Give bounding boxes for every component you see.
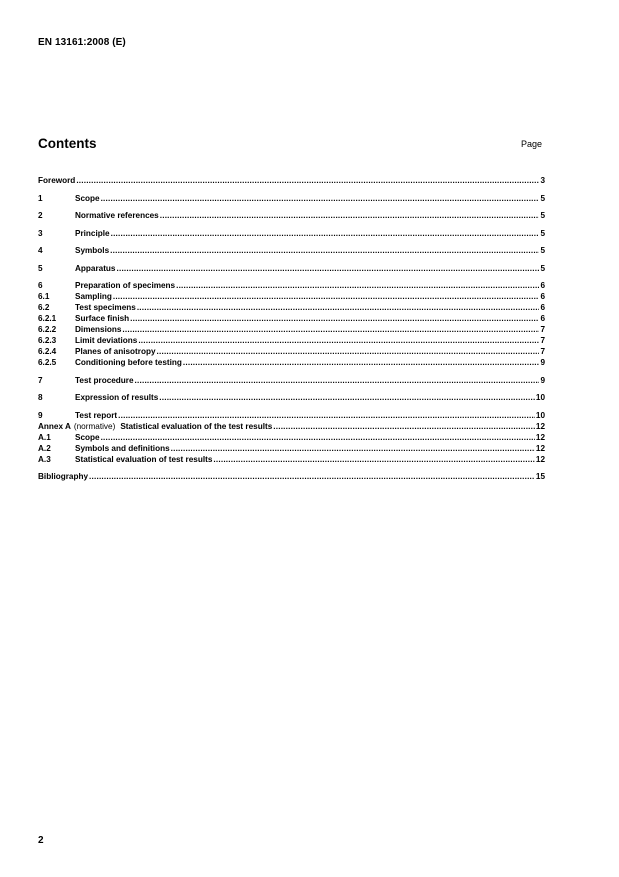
toc-leader	[118, 410, 535, 421]
toc-entry-title: Foreword	[38, 176, 76, 185]
toc-leader	[130, 313, 539, 324]
toc-entry-title: Scope	[75, 193, 100, 203]
toc-entry-number: 9	[38, 410, 43, 420]
toc-entry-title: Test procedure	[75, 375, 134, 385]
table-of-contents	[38, 175, 545, 482]
toc-entry-title: Symbols	[75, 246, 110, 255]
toc-leader	[159, 392, 535, 403]
toc-entry-number: 3	[38, 228, 43, 238]
toc-entry-title: Planes of anisotropy	[75, 347, 156, 356]
toc-entry-foreword[interactable]	[38, 175, 545, 186]
toc-entry-7[interactable]	[38, 375, 545, 386]
toc-entry-number: 6	[38, 281, 43, 290]
toc-entry-page: 6	[540, 303, 545, 312]
toc-entry-number: 6.2	[38, 303, 50, 312]
toc-entry-page: 10	[535, 410, 545, 420]
toc-leader	[76, 175, 539, 186]
toc-entry-title: Limit deviations	[75, 336, 138, 345]
toc-leader	[138, 335, 539, 346]
toc-entry-6-2-5[interactable]	[38, 357, 545, 368]
toc-entry-title: Statistical evaluation of the test results	[120, 421, 273, 431]
toc-entry-page: 15	[535, 472, 545, 481]
toc-entry-number: 6.2.3	[38, 336, 57, 345]
toc-leader	[110, 245, 539, 256]
toc-entry-title: Apparatus	[75, 263, 116, 273]
toc-annex-normative: (normative)	[73, 421, 116, 431]
toc-entry-6-1[interactable]	[38, 291, 545, 302]
toc-entry-8[interactable]	[38, 392, 545, 403]
toc-entry-title: Test specimens	[75, 303, 136, 312]
toc-entry-page: 6	[540, 292, 545, 301]
toc-entry-title: Conditioning before testing	[75, 358, 182, 367]
toc-entry-title: Dimensions	[75, 325, 122, 334]
toc-leader	[122, 324, 539, 335]
toc-entry-6[interactable]	[38, 280, 545, 291]
toc-entry-title: Normative references	[75, 211, 159, 220]
toc-entry-number: 6.2.2	[38, 325, 57, 334]
toc-entry-number: A.3	[38, 454, 51, 464]
toc-entry-6-2[interactable]	[38, 302, 545, 313]
toc-entry-number: 6.2.5	[38, 358, 57, 367]
toc-entry-9[interactable]	[38, 410, 545, 421]
toc-entry-page: 12	[535, 432, 545, 442]
toc-annex-number: Annex A	[38, 421, 71, 431]
toc-entry-number: 1	[38, 193, 43, 203]
toc-leader	[213, 454, 534, 465]
toc-entry-a-1[interactable]	[38, 432, 545, 443]
page-number: 2	[38, 835, 44, 846]
toc-entry-page: 7	[540, 325, 545, 334]
toc-entry-page: 12	[535, 421, 545, 431]
toc-entry-title: Principle	[75, 228, 110, 238]
toc-entry-page: 9	[540, 358, 545, 367]
toc-entry-page: 6	[540, 314, 545, 323]
toc-leader	[101, 193, 540, 204]
toc-entry-number: A.1	[38, 432, 51, 442]
toc-leader	[137, 302, 540, 313]
toc-leader	[160, 210, 540, 221]
toc-entry-number: 4	[38, 246, 43, 255]
toc-entry-number: 6.2.1	[38, 314, 57, 323]
toc-entry-page: 12	[535, 443, 545, 453]
toc-entry-page: 3	[540, 176, 545, 185]
toc-entry-number: 2	[38, 211, 43, 220]
toc-entry-number: 5	[38, 263, 43, 273]
toc-entry-3[interactable]	[38, 228, 545, 239]
toc-entry-annex-a[interactable]	[38, 421, 545, 432]
toc-leader	[273, 421, 535, 432]
toc-leader	[135, 375, 540, 386]
toc-entry-title: Bibliography	[38, 472, 89, 481]
document-id: EN 13161:2008 (E)	[38, 37, 126, 48]
toc-entry-number: 7	[38, 375, 43, 385]
toc-entry-page: 5	[540, 263, 545, 273]
toc-entry-6-2-2[interactable]	[38, 324, 545, 335]
toc-entry-4[interactable]	[38, 245, 545, 256]
toc-leader	[176, 280, 539, 291]
toc-entry-title: Preparation of specimens	[75, 281, 176, 290]
toc-leader	[111, 228, 540, 239]
toc-entry-number: A.2	[38, 443, 51, 453]
toc-entry-page: 7	[540, 336, 545, 345]
toc-leader	[101, 432, 535, 443]
toc-entry-a-3[interactable]	[38, 454, 545, 465]
toc-entry-page: 5	[540, 228, 545, 238]
toc-entry-6-2-1[interactable]	[38, 313, 545, 324]
page-column-label: Page	[521, 139, 543, 149]
toc-entry-6-2-3[interactable]	[38, 335, 545, 346]
toc-entry-page: 7	[540, 347, 545, 356]
toc-entry-page: 5	[540, 193, 545, 203]
toc-entry-title: Scope	[75, 432, 100, 442]
toc-entry-bibliography[interactable]	[38, 471, 545, 482]
toc-entry-number: 6.1	[38, 292, 50, 301]
toc-entry-title: Symbols and definitions	[75, 443, 170, 453]
toc-leader	[171, 443, 535, 454]
toc-entry-page: 9	[540, 375, 545, 385]
contents-title: Contents	[38, 136, 97, 151]
toc-entry-2[interactable]	[38, 210, 545, 221]
toc-entry-page: 5	[540, 211, 545, 220]
toc-entry-title: Test report	[75, 410, 118, 420]
toc-entry-5[interactable]	[38, 263, 545, 274]
toc-entry-page: 12	[535, 454, 545, 464]
toc-entry-page: 6	[540, 281, 545, 290]
toc-leader	[117, 263, 540, 274]
toc-entry-page: 5	[540, 246, 545, 255]
toc-leader	[183, 357, 540, 368]
toc-entry-6-2-4[interactable]	[38, 346, 545, 357]
toc-entry-title: Surface finish	[75, 314, 130, 323]
toc-entry-a-2[interactable]	[38, 443, 545, 454]
toc-leader	[113, 291, 540, 302]
toc-entry-number: 6.2.4	[38, 347, 57, 356]
toc-entry-page: 10	[535, 393, 545, 402]
toc-entry-title: Statistical evaluation of test results	[75, 454, 213, 464]
toc-leader	[89, 471, 535, 482]
toc-entry-1[interactable]	[38, 193, 545, 204]
toc-entry-title: Sampling	[75, 292, 112, 301]
toc-entry-number: 8	[38, 393, 43, 402]
toc-leader	[157, 346, 540, 357]
toc-entry-title: Expression of results	[75, 393, 159, 402]
